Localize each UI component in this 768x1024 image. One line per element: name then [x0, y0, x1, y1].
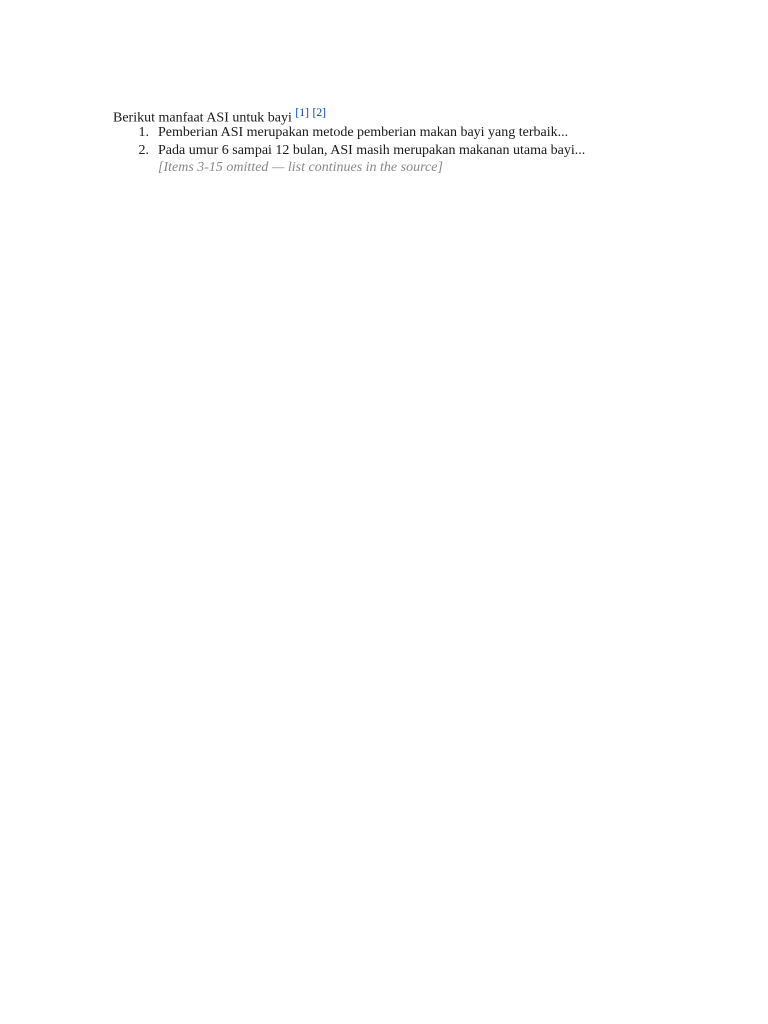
intro-text: Berikut manfaat ASI untuk bayi: [113, 110, 292, 126]
ref-1-link[interactable]: [1]: [295, 106, 309, 119]
item-number: 1.: [138, 125, 149, 140]
list-item: [113, 142, 657, 160]
benefit-list: [113, 124, 657, 177]
item-number: 2.: [138, 142, 149, 158]
omitted-note: [Items 3-15 omitted — list continues in the source]: [158, 160, 443, 175]
ref-2-link[interactable]: [2]: [312, 106, 327, 119]
list-item: [113, 124, 657, 142]
item-text: Pada umur 6 sampai 12 bulan, ASI masih merupakan makanan utama bayi...: [158, 142, 586, 158]
item-text: Pemberian ASI merupakan metode pemberian makan bayi yang terbaik...: [158, 125, 569, 140]
